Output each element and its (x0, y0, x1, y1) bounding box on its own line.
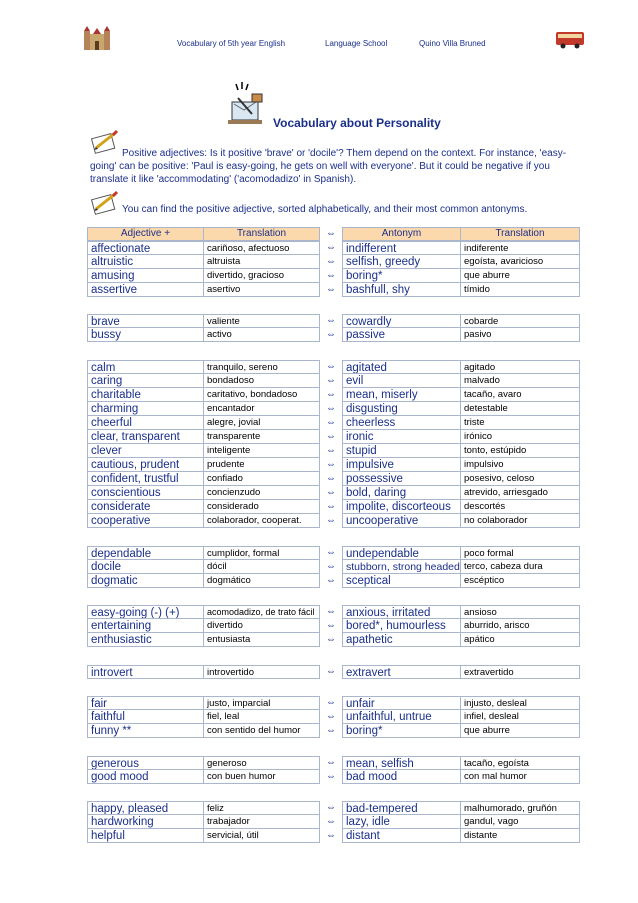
translation-cell: divertido (204, 619, 320, 633)
antonym-cell: possessive (342, 472, 461, 486)
antonym-cell: bold, daring (342, 486, 461, 500)
translation-cell: altruista (204, 255, 320, 269)
translation-cell: asertivo (204, 283, 320, 297)
antonym-cell: cowardly (342, 314, 461, 328)
table-row (87, 696, 580, 710)
antonym-cell: lazy, idle (342, 815, 461, 829)
adjective-cell: docile (87, 560, 204, 574)
adjective-cell: assertive (87, 283, 204, 297)
adjective-cell: helpful (87, 829, 204, 843)
arrow-icon: ⇔ (326, 711, 336, 722)
translation-cell: feliz (204, 801, 320, 815)
translation-cell: tranquilo, sereno (204, 360, 320, 374)
table-row (87, 514, 580, 528)
page-title: Vocabulary about Personality (273, 116, 441, 130)
translation-cell: bondadoso (204, 374, 320, 388)
intro-paragraph (90, 147, 580, 186)
arrow-icon: ⇔ (326, 666, 336, 677)
arrow-icon: ⇔ (326, 361, 336, 372)
table-row (87, 500, 580, 514)
arrow-icon: ⇔ (326, 329, 336, 340)
adjective-cell: generous (87, 756, 204, 770)
table-row (87, 283, 580, 297)
translation-cell: cariñoso, afectuoso (204, 241, 320, 255)
adjective-cell: entertaining (87, 619, 204, 633)
antonym-translation-cell: con mal humor (461, 770, 580, 784)
table-row (87, 665, 580, 679)
adjective-cell: clear, transparent (87, 430, 204, 444)
antonym-cell: disgusting (342, 402, 461, 416)
arrow-icon: ⇔ (326, 270, 336, 281)
antonym-cell: impulsive (342, 458, 461, 472)
table-row (87, 770, 580, 784)
intro-note-text: You can find the positive adjective, sorted alphabetically, and their most common antonyms. (122, 204, 528, 215)
translation-cell: encantador (204, 402, 320, 416)
translation-cell: cumplidor, formal (204, 546, 320, 560)
arrow-icon: ⇔ (326, 515, 336, 526)
adjective-cell: calm (87, 360, 204, 374)
adjective-cell: dogmatic (87, 574, 204, 588)
table-row (87, 815, 580, 829)
adjective-cell: faithful (87, 710, 204, 724)
table-row (87, 458, 580, 472)
adjective-cell: hardworking (87, 815, 204, 829)
adjective-cell: dependable (87, 546, 204, 560)
adjective-cell: confident, trustful (87, 472, 204, 486)
arrow-icon: ⇔ (326, 757, 336, 768)
antonym-translation-cell: tacaño, avaro (461, 388, 580, 402)
translation-cell: dogmático (204, 574, 320, 588)
vocab-group (87, 801, 580, 843)
table-row (87, 388, 580, 402)
antonym-cell: selfish, greedy (342, 255, 461, 269)
translation-cell: valiente (204, 314, 320, 328)
table-row (87, 472, 580, 486)
adjective-cell: cooperative (87, 514, 204, 528)
table-row (87, 360, 580, 374)
antonym-translation-cell: escéptico (461, 574, 580, 588)
antonym-translation-cell: cobarde (461, 314, 580, 328)
vocab-group (87, 605, 580, 647)
table-row (87, 430, 580, 444)
antonym-translation-cell: agitado (461, 360, 580, 374)
adjective-cell: enthusiastic (87, 633, 204, 647)
antonym-cell: bad mood (342, 770, 461, 784)
antonym-translation-cell: que aburre (461, 269, 580, 283)
arrow-icon: ⇔ (326, 487, 336, 498)
table-row (87, 374, 580, 388)
antonym-translation-cell: atrevido, arriesgado (461, 486, 580, 500)
table-row (87, 801, 580, 815)
adjective-cell: fair (87, 696, 204, 710)
arrow-icon: ⇔ (326, 242, 336, 253)
antonym-translation-cell: que aburre (461, 724, 580, 738)
antonym-translation-cell: no colaborador (461, 514, 580, 528)
header-course: Vocabulary of 5th year English (177, 39, 286, 48)
bus-icon (555, 31, 585, 49)
arrow-icon: ⇔ (326, 501, 336, 512)
adjective-cell: funny ** (87, 724, 204, 738)
adjective-cell: conscientious (87, 486, 204, 500)
adjective-cell: caring (87, 374, 204, 388)
antonym-cell: undependable (342, 546, 461, 560)
vocab-group (87, 546, 580, 588)
translation-cell: alegre, jovial (204, 416, 320, 430)
antonym-translation-cell: distante (461, 829, 580, 843)
intro-text: Positive adjectives: Is it positive 'brave' or 'docile'? Them depend on the context. For instance, 'easy-going' can be positive: 'Paul is easy-going, he gets on well with everyone'. But it could be negative if you translate it like 'accommodating' ('acomodadizo' in Spanish). (90, 148, 567, 185)
antonym-cell: mean, selfish (342, 756, 461, 770)
translation-cell: concienzudo (204, 486, 320, 500)
adjective-cell: bussy (87, 328, 204, 342)
table-row (87, 241, 580, 255)
translation-cell: colaborador, cooperat. (204, 514, 320, 528)
antonym-translation-cell: tímido (461, 283, 580, 297)
antonym-cell: impolite, discorteous (342, 500, 461, 514)
adjective-cell: happy, pleased (87, 801, 204, 815)
arrow-icon: ⇔ (326, 606, 336, 617)
antonym-cell: boring* (342, 269, 461, 283)
arrow-icon: ⇔ (326, 459, 336, 470)
adjective-cell: introvert (87, 665, 204, 679)
antonym-cell: uncooperative (342, 514, 461, 528)
table-row (87, 444, 580, 458)
col-translation: Translation (204, 227, 320, 241)
translation-cell: divertido, gracioso (204, 269, 320, 283)
arrow-icon: ⇔ (326, 771, 336, 782)
arrow-icon: ⇔ (326, 575, 336, 586)
arrow-icon: ⇔ (326, 620, 336, 631)
antonym-translation-cell: indiferente (461, 241, 580, 255)
translation-cell: introvertido (204, 665, 320, 679)
antonym-translation-cell: tonto, estúpido (461, 444, 580, 458)
arrow-icon: ⇔ (326, 473, 336, 484)
translation-cell: transparente (204, 430, 320, 444)
arrow-icon: ⇔ (326, 445, 336, 456)
vocab-group (87, 314, 580, 342)
antonym-translation-cell: terco, cabeza dura (461, 560, 580, 574)
vocab-group (87, 360, 580, 528)
arrow-icon: ⇔ (326, 315, 336, 326)
col-adjective: Adjective + (87, 227, 204, 241)
antonym-translation-cell: tacaño, egoísta (461, 756, 580, 770)
arrow-icon: ⇔ (326, 389, 336, 400)
antonym-translation-cell: descortés (461, 500, 580, 514)
table-row (87, 633, 580, 647)
table-row (87, 416, 580, 430)
antonym-cell: distant (342, 829, 461, 843)
antonym-cell: unfaithful, untrue (342, 710, 461, 724)
table-row (87, 605, 580, 619)
translation-cell: confiado (204, 472, 320, 486)
arrow-icon: ⇔ (326, 561, 336, 572)
antonym-translation-cell: triste (461, 416, 580, 430)
antonym-cell: stupid (342, 444, 461, 458)
translation-cell: activo (204, 328, 320, 342)
translation-cell: inteligente (204, 444, 320, 458)
adjective-cell: considerate (87, 500, 204, 514)
vocab-group (87, 696, 580, 738)
antonym-translation-cell: infiel, desleal (461, 710, 580, 724)
antonym-cell: unfair (342, 696, 461, 710)
table-row (87, 574, 580, 588)
antonym-cell: cheerless (342, 416, 461, 430)
translation-cell: con buen humor (204, 770, 320, 784)
antonym-cell: ironic (342, 430, 461, 444)
translation-cell: considerado (204, 500, 320, 514)
table-row (87, 255, 580, 269)
table-row (87, 402, 580, 416)
adjective-cell: easy-going (-) (+) (87, 605, 204, 619)
col-antonym-translation: Translation (461, 227, 580, 241)
arrow-icon: ⇔ (326, 417, 336, 428)
antonym-translation-cell: extravertido (461, 665, 580, 679)
antonym-cell: sceptical (342, 574, 461, 588)
antonym-translation-cell: impulsivo (461, 458, 580, 472)
vocab-group (87, 241, 580, 297)
antonym-translation-cell: poco formal (461, 546, 580, 560)
table-row (87, 269, 580, 283)
translation-cell: dócil (204, 560, 320, 574)
adjective-cell: amusing (87, 269, 204, 283)
adjective-cell: good mood (87, 770, 204, 784)
intro-note (90, 203, 580, 216)
header-school: Language School (325, 39, 388, 48)
translation-cell: entusiasta (204, 633, 320, 647)
vocab-group (87, 756, 580, 784)
translation-cell: generoso (204, 756, 320, 770)
table-header (87, 227, 580, 241)
antonym-translation-cell: detestable (461, 402, 580, 416)
translation-cell: justo, imparcial (204, 696, 320, 710)
table-row (87, 619, 580, 633)
antonym-cell: indifferent (342, 241, 461, 255)
arrow-icon: ⇔ (326, 547, 336, 558)
table-row (87, 560, 580, 574)
arrow-icon: ⇔ (326, 256, 336, 267)
adjective-cell: cheerful (87, 416, 204, 430)
vocab-group (87, 665, 580, 679)
table-row (87, 756, 580, 770)
antonym-cell: bad-tempered (342, 801, 461, 815)
table-row (87, 829, 580, 843)
adjective-cell: clever (87, 444, 204, 458)
antonym-translation-cell: malvado (461, 374, 580, 388)
header-author: Quino Villa Bruned (419, 39, 486, 48)
arrow-icon: ⇔ (326, 634, 336, 645)
antonym-translation-cell: apático (461, 633, 580, 647)
antonym-translation-cell: egoísta, avaricioso (461, 255, 580, 269)
arrow-icon: ⇔ (326, 697, 336, 708)
antonym-cell: boring* (342, 724, 461, 738)
arrow-icon: ⇔ (326, 816, 336, 827)
antonym-cell: passive (342, 328, 461, 342)
col-antonym: Antonym (342, 227, 461, 241)
translation-cell: fiel, leal (204, 710, 320, 724)
adjective-cell: charitable (87, 388, 204, 402)
translation-cell: prudente (204, 458, 320, 472)
antonym-cell: evil (342, 374, 461, 388)
antonym-cell: anxious, irritated (342, 605, 461, 619)
header-row (87, 227, 580, 241)
arrow-icon: ⇔ (326, 375, 336, 386)
arrow-icon: ⇔ (326, 228, 336, 239)
translation-cell: acomodadizo, de trato fácil (204, 605, 320, 619)
antonym-translation-cell: gandul, vago (461, 815, 580, 829)
antonym-translation-cell: malhumorado, gruñón (461, 801, 580, 815)
adjective-cell: brave (87, 314, 204, 328)
table-row (87, 546, 580, 560)
antonym-translation-cell: injusto, desleal (461, 696, 580, 710)
arrow-icon: ⇔ (326, 830, 336, 841)
translation-cell: servicial, útil (204, 829, 320, 843)
adjective-cell: affectionate (87, 241, 204, 255)
arrow-icon: ⇔ (326, 802, 336, 813)
adjective-cell: charming (87, 402, 204, 416)
castle-icon (82, 26, 112, 50)
antonym-cell: stubborn, strong headed (342, 560, 461, 574)
antonym-translation-cell: aburrido, arisco (461, 619, 580, 633)
table-row (87, 314, 580, 328)
antonym-translation-cell: pasivo (461, 328, 580, 342)
antonym-cell: bored*, humourless (342, 619, 461, 633)
table-row (87, 724, 580, 738)
antonym-cell: bashfull, shy (342, 283, 461, 297)
arrow-icon: ⇔ (326, 431, 336, 442)
translation-cell: caritativo, bondadoso (204, 388, 320, 402)
translation-cell: con sentido del humor (204, 724, 320, 738)
table-row (87, 328, 580, 342)
arrow-icon: ⇔ (326, 284, 336, 295)
antonym-cell: apathetic (342, 633, 461, 647)
antonym-translation-cell: irónico (461, 430, 580, 444)
adjective-cell: altruistic (87, 255, 204, 269)
table-row (87, 710, 580, 724)
antonym-cell: mean, miserly (342, 388, 461, 402)
writing-desk-icon (222, 80, 268, 126)
antonym-cell: agitated (342, 360, 461, 374)
translation-cell: trabajador (204, 815, 320, 829)
table-row (87, 486, 580, 500)
adjective-cell: cautious, prudent (87, 458, 204, 472)
arrow-icon: ⇔ (326, 403, 336, 414)
antonym-translation-cell: posesivo, celoso (461, 472, 580, 486)
arrow-icon: ⇔ (326, 725, 336, 736)
antonym-translation-cell: ansioso (461, 605, 580, 619)
antonym-cell: extravert (342, 665, 461, 679)
